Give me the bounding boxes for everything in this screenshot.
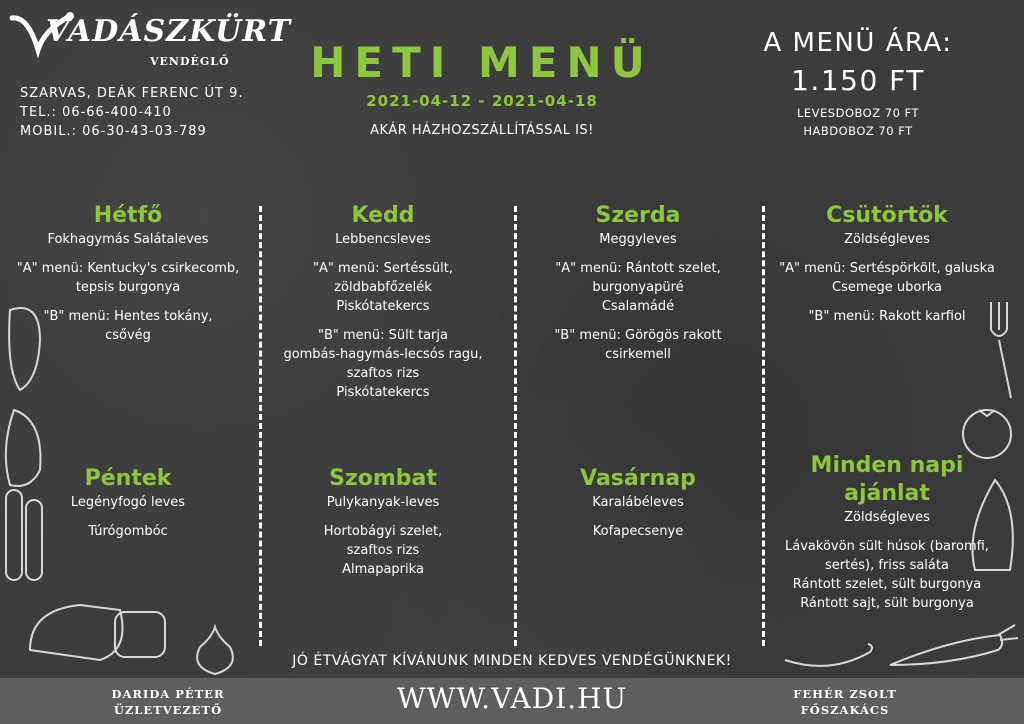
menu-a: "A" menü: Rántott szelet, [555, 261, 721, 276]
menu-a-extra: Csalamádé [601, 299, 675, 314]
soup: Zöldségleves [844, 232, 930, 247]
menu-b-side: csővég [105, 328, 151, 343]
column-divider [514, 206, 517, 646]
offer-1-side: sertés), friss saláta [825, 558, 949, 573]
offer-3: Rántott sajt, sült burgonya [800, 596, 974, 611]
menu-a-dessert: Piskótatekercs [336, 299, 430, 314]
offer-1: Lávakövön sült húsok (baromfi, [785, 539, 989, 554]
daily-offer-title-1: Minden napi [810, 453, 964, 478]
day-name: Szombat [329, 466, 437, 491]
manager-role: ÜZLETVEZETŐ [113, 703, 223, 717]
bread-icon [965, 470, 1020, 580]
logo-subtitle: VENDÉGLŐ [150, 55, 230, 68]
soup: Meggyleves [599, 232, 677, 247]
day-wednesday [518, 202, 758, 364]
menu-b: "B" menü: Hentes tokány, [43, 309, 213, 324]
day-name: Hétfő [93, 203, 163, 228]
daily-offer-title-2: ajánlat [844, 481, 930, 506]
website-url[interactable]: WWW.VADI.HU [396, 682, 628, 715]
bottom-message: JÓ ÉTVÁGYAT KÍVÁNUNK MINDEN KEDVES VENDÉGÜNKNEK! [292, 653, 732, 669]
day-name: Vasárnap [580, 466, 696, 491]
day-name: Csütörtök [826, 203, 948, 228]
price-label: A MENÜ ÁRA: [763, 28, 953, 58]
day-saturday [263, 465, 503, 579]
tomato-icon [955, 400, 1019, 460]
soup: Fokhagymás Salátaleves [47, 232, 209, 247]
day-tuesday [263, 202, 503, 402]
drumstick-icon [0, 300, 60, 500]
menu-a-side: burgonyapüré [592, 280, 684, 295]
fork-icon [985, 300, 1021, 400]
manager-name: DARIDA PÉTER [111, 687, 225, 701]
main-dish: Túrógombóc [88, 524, 168, 539]
page-title: HETI MENÜ [310, 38, 654, 87]
address: SZARVAS, DEÁK FERENC ÚT 9. [20, 86, 244, 101]
chef-role: FŐSZAKÁCS [800, 703, 890, 717]
sausage-icon [0, 480, 50, 590]
offer-2: Rántott szelet, sült burgonya [792, 577, 982, 592]
soup: Lebbencsleves [335, 232, 431, 247]
column-divider [762, 206, 765, 646]
soup: Zöldségleves [844, 510, 930, 525]
menu-a-side: tepsis burgonya [75, 280, 181, 295]
menu-a-side: zöldbabfőzelék [334, 280, 432, 295]
main-dish: Hortobágyi szelet, [323, 524, 443, 539]
carrot-icon [880, 620, 1020, 680]
main-dish: Kofapecsenye [592, 524, 684, 539]
menu-a-side: Csemege uborka [832, 280, 942, 295]
day-name: Szerda [595, 203, 681, 228]
main-dish-extra: Almapaprika [342, 562, 424, 577]
soup: Karalábéleves [592, 495, 684, 510]
mobile-phone: MOBIL.: 06-30-43-03-789 [20, 124, 207, 139]
delivery-note: AKÁR HÁZHOZSZÁLLÍTÁSSAL IS! [370, 123, 594, 138]
menu-b-side: csirkemell [605, 347, 671, 362]
menu-b: "B" menü: Sült tarja [318, 328, 448, 343]
soup: Pulykanyak-leves [326, 495, 440, 510]
telephone: TEL.: 06-66-400-410 [20, 105, 172, 120]
foam-box-price: HABDOBOZ 70 FT [803, 124, 913, 138]
day-name: Kedd [351, 203, 415, 228]
menu-a: "A" menü: Sertéssült, [313, 261, 453, 276]
column-divider [259, 206, 262, 646]
day-sunday [518, 465, 758, 541]
chef-name: FEHÉR ZSOLT [793, 687, 897, 701]
menu-b-side-2: szaftos rizs [346, 366, 420, 381]
menu-b: "B" menü: Rakott karfiol [808, 309, 966, 324]
logo-text: VADÁSZKÜRT [46, 14, 291, 49]
main-dish-side: szaftos rizs [346, 543, 420, 558]
day-thursday [767, 202, 1007, 326]
chef-signature [745, 686, 945, 718]
price-value: 1.150 FT [791, 64, 925, 97]
soup-box-price: LEVESDOBOZ 70 FT [796, 106, 919, 120]
menu-b-dessert: Piskótatekercs [336, 385, 430, 400]
menu-b-side: gombás-hagymás-lecsós ragu, [283, 347, 483, 362]
date-range: 2021-04-12 - 2021-04-18 [366, 92, 598, 110]
soup: Legényfogó leves [70, 495, 186, 510]
menu-b: "B" menü: Görögös rakott [554, 328, 722, 343]
day-name: Péntek [84, 466, 172, 491]
menu-a: "A" menü: Sertéspörkölt, galuska [779, 261, 995, 276]
menu-a: "A" menü: Kentucky's csirkecomb, [16, 261, 240, 276]
